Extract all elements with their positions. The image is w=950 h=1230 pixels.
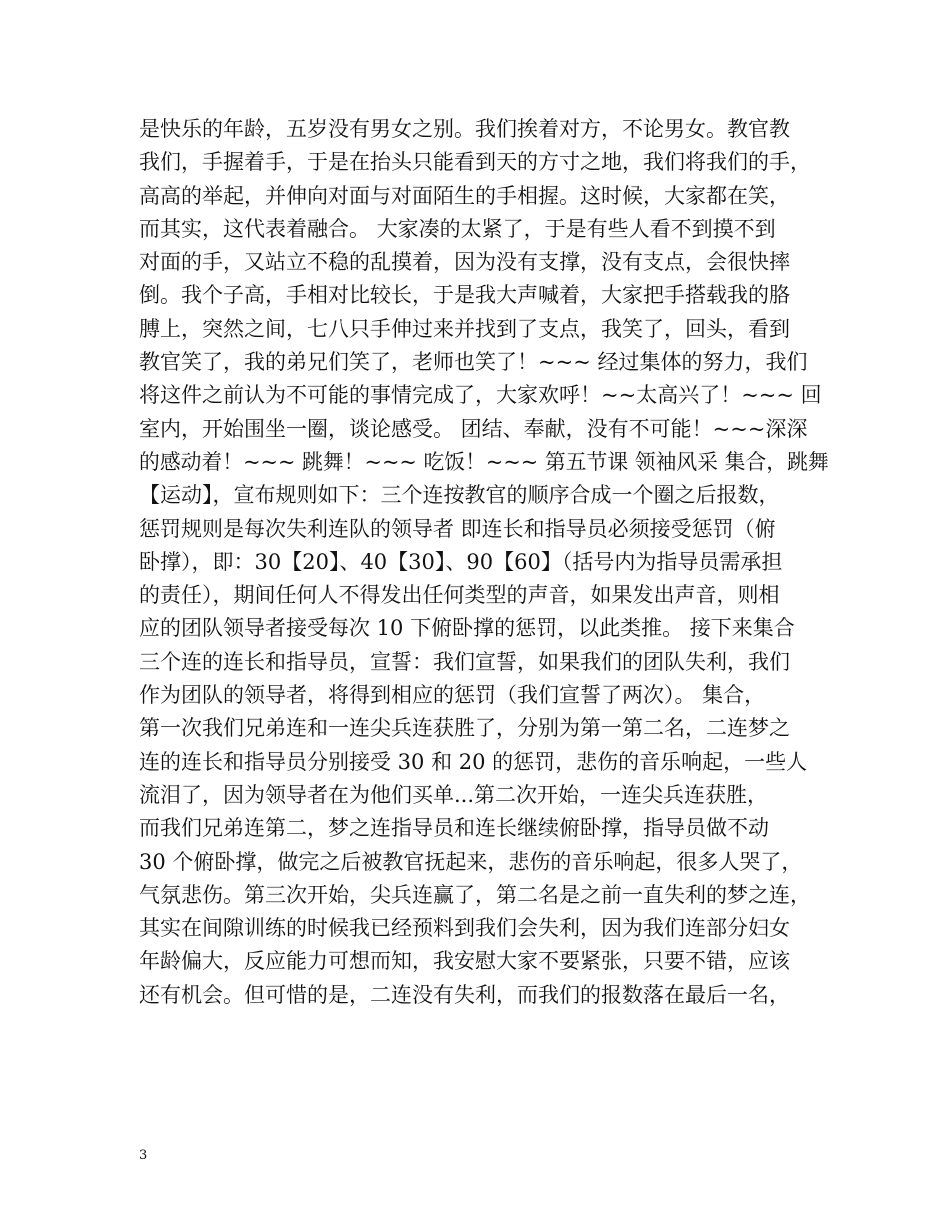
- text-line: 年龄偏大，反应能力可想而知，我安慰大家不要紧张，只要不错，应该: [139, 949, 790, 974]
- text-line: 而我们兄弟连第二，梦之连指导员和连长继续俯卧撑，指导员做不动: [139, 816, 769, 841]
- text-line: 应的团队领导者接受每次 10 下俯卧撑的惩罚，以此类推。 接下来集合: [139, 616, 795, 641]
- text-line: 连的连长和指导员分别接受 30 和 20 的惩罚，悲伤的音乐响起，一些人: [139, 749, 808, 774]
- text-line: 倒。我个子高，手相对比较长，于是我大声喊着，大家把手搭载我的胳: [139, 283, 790, 308]
- text-line: 第一次我们兄弟连和一连尖兵连获胜了，分别为第一第二名，二连梦之: [139, 716, 790, 741]
- text-line: 是快乐的年龄，五岁没有男女之别。我们挨着对方，不论男女。教官教: [139, 117, 790, 141]
- text-line: 流泪了，因为领导者在为他们买单...第二次开始，一连尖兵连获胜，: [139, 782, 769, 807]
- text-line: 而其实，这代表着融合。 大家凑的太紧了，于是有些人看不到摸不到: [139, 216, 776, 241]
- text-line: 卧撑），即：30【20】、40【30】、90【60】（括号内为指导员需承担: [139, 549, 783, 574]
- text-line: 对面的手，又站立不稳的乱摸着，因为没有支撑，没有支点，会很快摔: [139, 250, 790, 275]
- text-line: 其实在间隙训练的时候我已经预料到我们会失利，因为我们连部分妇女: [139, 916, 790, 941]
- text-line: 三个连的连长和指导员，宣誓：我们宣誓，如果我们的团队失利，我们: [139, 649, 790, 674]
- text-line: 作为团队的领导者，将得到相应的惩罚（我们宣誓了两次）。 集合，: [139, 683, 766, 708]
- text-line: 我们，手握着手，于是在抬头只能看到天的方寸之地，我们将我们的手，: [139, 150, 811, 175]
- text-line: 的责任），期间任何人不得发出任何类型的声音，如果发出声音，则相: [139, 583, 780, 608]
- text-line: 教官笑了，我的弟兄们笑了，老师也笑了！~~~ 经过集体的努力，我们: [139, 350, 808, 375]
- text-line: 30 个俯卧撑，做完之后被教官抚起来，悲伤的音乐响起，很多人哭了，: [139, 849, 803, 874]
- page-number: 3: [139, 1148, 148, 1163]
- text-line: 的感动着！~~~ 跳舞！~~~ 吃饭！~~~ 第五节课 领袖风采 集合，跳舞: [139, 449, 829, 474]
- text-line: 气氛悲伤。第三次开始，尖兵连赢了，第二名是之前一直失利的梦之连，: [139, 882, 811, 907]
- text-line: 高高的举起，并伸向对面与对面陌生的手相握。这时候，大家都在笑，: [139, 183, 790, 208]
- text-line: 还有机会。但可惜的是，二连没有失利，而我们的报数落在最后一名，: [139, 982, 790, 1007]
- text-line: 惩罚规则是每次失利连队的领导者 即连长和指导员必须接受惩罚（俯: [139, 516, 776, 541]
- text-line: 室内，开始围坐一圈，谈论感受。 团结、奉献，没有不可能！~~~深深: [139, 416, 808, 441]
- text-line: 将这件之前认为不可能的事情完成了，大家欢呼！~~太高兴了！~~~ 回: [139, 383, 822, 408]
- text-line: 【运动】，宣布规则如下：三个连按教官的顺序合成一个圈之后报数，: [139, 483, 780, 508]
- body-text: [139, 113, 829, 1012]
- text-line: 膊上，突然之间，七八只手伸过来并找到了支点，我笑了，回头，看到: [139, 316, 790, 341]
